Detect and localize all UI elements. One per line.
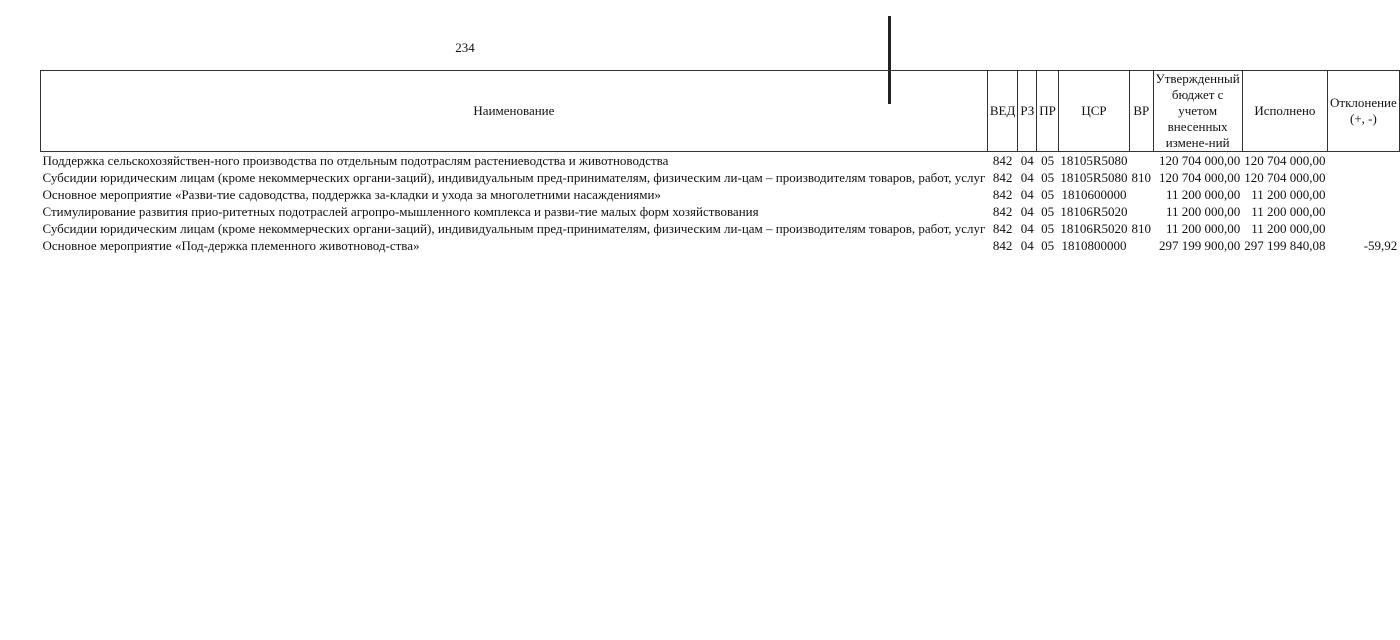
row-vr <box>1130 203 1154 220</box>
table-header-row <box>41 71 1400 152</box>
row-deviation <box>1328 152 1400 170</box>
row-name: Стимулирование развития прио-ритетных подотраслей агропро-мышленного комплекса и разви-тие малых форм хозяйствования <box>42 204 759 219</box>
row-name: Субсидии юридическим лицам (кроме некоммерческих органи-заций), индивидуальным пред-принимателям, физическим ли-цам – производителям товаров, работ, услуг <box>42 170 986 185</box>
header-name: Наименование <box>41 71 988 152</box>
table-row <box>41 237 1400 254</box>
row-name: Поддержка сельскохозяйствен-ного производства по отдельным подотраслям растениеводства и животноводства <box>42 153 669 168</box>
row-executed: 120 704 000,00 <box>1244 153 1326 168</box>
row-csr: 18105R5080 <box>1060 153 1128 168</box>
header-csr: ЦСР <box>1058 71 1129 152</box>
row-vr <box>1130 237 1154 254</box>
row-pr: 05 <box>1041 170 1055 185</box>
row-pr: 05 <box>1041 238 1055 253</box>
page-number: 234 <box>455 40 475 55</box>
row-vr: 810 <box>1131 221 1152 236</box>
row-deviation <box>1328 203 1400 220</box>
row-ved: 842 <box>992 187 1013 202</box>
row-ved: 842 <box>992 153 1013 168</box>
table-row <box>41 220 1400 237</box>
header-approved: Утвержденный бюджет с учетом внесенных измене-ний <box>1153 71 1242 152</box>
row-approved: 120 704 000,00 <box>1159 170 1241 185</box>
header-pr: ПР <box>1037 71 1059 152</box>
row-executed: 297 199 840,08 <box>1244 238 1326 253</box>
row-vr <box>1130 186 1154 203</box>
row-executed: 120 704 000,00 <box>1244 170 1326 185</box>
row-rz: 04 <box>1020 238 1034 253</box>
row-csr: 1810800000 <box>1061 238 1127 253</box>
row-executed: 11 200 000,00 <box>1251 221 1326 236</box>
row-name: Субсидии юридическим лицам (кроме некоммерческих органи-заций), индивидуальным пред-принимателям, физическим ли-цам – производителям товаров, работ, услуг <box>42 221 986 236</box>
row-approved: 297 199 900,00 <box>1159 238 1241 253</box>
row-rz: 04 <box>1020 187 1034 202</box>
row-executed: 11 200 000,00 <box>1251 187 1326 202</box>
header-ved: ВЕД <box>987 71 1017 152</box>
row-pr: 05 <box>1041 187 1055 202</box>
row-csr: 1810600000 <box>1061 187 1127 202</box>
row-csr: 18106R5020 <box>1060 204 1128 219</box>
row-deviation <box>1328 220 1400 237</box>
row-ved: 842 <box>992 221 1013 236</box>
table-row <box>41 186 1400 203</box>
row-csr: 18106R5020 <box>1060 221 1128 236</box>
row-pr: 05 <box>1041 221 1055 236</box>
row-approved: 120 704 000,00 <box>1159 153 1241 168</box>
row-csr: 18105R5080 <box>1060 170 1128 185</box>
row-rz: 04 <box>1020 204 1034 219</box>
table-row <box>41 152 1400 170</box>
row-ved: 842 <box>992 170 1013 185</box>
row-deviation: -59,92 <box>1363 238 1398 253</box>
table-row <box>41 169 1400 186</box>
table-row <box>41 203 1400 220</box>
row-vr: 810 <box>1131 170 1152 185</box>
row-deviation <box>1328 169 1400 186</box>
row-rz: 04 <box>1020 221 1034 236</box>
budget-table <box>40 70 1400 254</box>
header-vr: ВР <box>1130 71 1154 152</box>
row-approved: 11 200 000,00 <box>1165 221 1241 236</box>
row-ved: 842 <box>992 204 1013 219</box>
row-pr: 05 <box>1041 204 1055 219</box>
row-rz: 04 <box>1020 170 1034 185</box>
header-executed: Исполнено <box>1242 71 1327 152</box>
row-approved: 11 200 000,00 <box>1165 204 1241 219</box>
row-rz: 04 <box>1020 153 1034 168</box>
row-name: Основное мероприятие «Разви-тие садоводства, поддержка за-кладки и ухода за многолетними насаждениями» <box>42 187 661 202</box>
row-pr: 05 <box>1041 153 1055 168</box>
row-approved: 11 200 000,00 <box>1165 187 1241 202</box>
row-ved: 842 <box>992 238 1013 253</box>
row-deviation <box>1328 186 1400 203</box>
header-deviation: Отклонение (+, -) <box>1328 71 1400 152</box>
row-name: Основное мероприятие «Под-держка племенного животновод-ства» <box>42 238 420 253</box>
header-rz: РЗ <box>1018 71 1037 152</box>
row-executed: 11 200 000,00 <box>1251 204 1326 219</box>
row-vr <box>1130 152 1154 170</box>
